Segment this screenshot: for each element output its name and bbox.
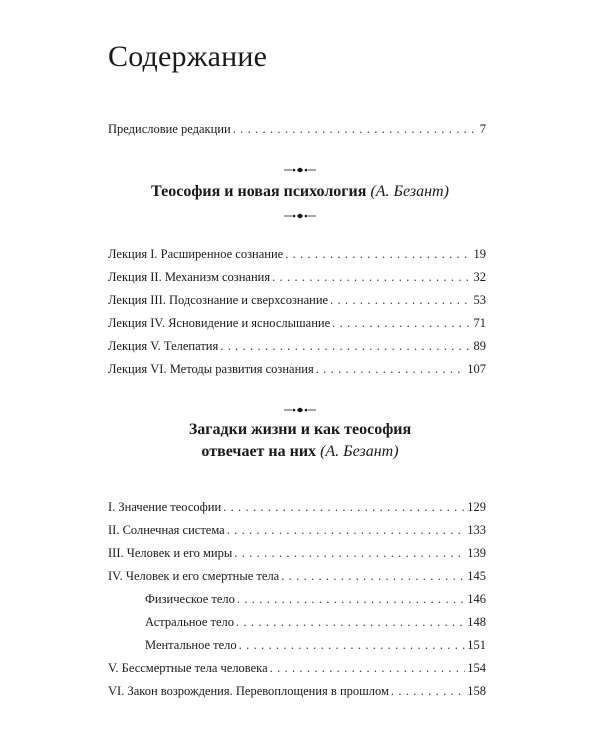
toc-entry[interactable]	[108, 292, 486, 308]
leader-dots	[220, 338, 471, 354]
toc-entry[interactable]	[108, 361, 486, 377]
leader-dots	[281, 568, 465, 584]
toc-entry-page: 158	[467, 684, 486, 698]
section-author: (А. Безант)	[370, 183, 449, 200]
toc-entry-page: 107	[467, 362, 486, 376]
section-heading	[0, 441, 600, 462]
toc-entry[interactable]	[108, 315, 486, 331]
toc-entry-preface[interactable]	[108, 121, 486, 137]
leader-dots	[316, 361, 466, 377]
section-heading	[0, 181, 600, 202]
toc-entry-label: Лекция I. Расширенное сознание	[108, 247, 284, 261]
toc-entry-page: 133	[467, 523, 486, 537]
leader-dots	[330, 292, 471, 308]
toc-entry-page: 146	[467, 592, 486, 606]
toc-entry-label: Ментальное тело	[145, 638, 237, 652]
toc-entry-sub[interactable]	[145, 591, 486, 607]
toc-entry[interactable]	[108, 683, 486, 699]
toc-entry[interactable]	[108, 660, 486, 676]
toc-entry-page: 53	[473, 293, 486, 307]
toc-entry-page: 19	[473, 247, 486, 261]
section-title: Теософия и новая психология	[151, 183, 367, 200]
toc-entry-label: Предисловие редакции	[108, 122, 231, 136]
toc-entry-label: Лекция II. Механизм сознания	[108, 270, 271, 284]
toc-entry[interactable]	[108, 522, 486, 538]
ornament-divider-icon	[0, 402, 600, 412]
toc-entry-label: I. Значение теософии	[108, 500, 222, 514]
toc-entry-page: 139	[467, 546, 486, 560]
toc-entry-page: 154	[467, 661, 486, 675]
section-title: Загадки жизни и как теософия	[188, 421, 412, 438]
toc-entry-label: Лекция V. Телепатия	[108, 339, 219, 353]
section-author: (А. Безант)	[320, 443, 399, 460]
leader-dots	[332, 315, 471, 331]
toc-entry-page: 71	[473, 316, 486, 330]
toc-entry-label: Лекция VI. Методы развития сознания	[108, 362, 314, 376]
toc-entry-label: Лекция III. Подсознание и сверхсознание	[108, 293, 329, 307]
toc-entry-label: Лекция IV. Ясновидение и яснослышание	[108, 316, 331, 330]
toc-entry-label: V. Бессмертные тела человека	[108, 661, 268, 675]
ornament-divider-icon	[0, 162, 600, 172]
toc-entry[interactable]	[108, 338, 486, 354]
toc-entry[interactable]	[108, 246, 486, 262]
leader-dots	[391, 683, 465, 699]
leader-dots	[237, 591, 465, 607]
toc-entry-page: 32	[473, 270, 486, 284]
toc-entry-label: IV. Человек и его смертные тела	[108, 569, 280, 583]
toc-entry[interactable]	[108, 269, 486, 285]
page-title: Содержание	[108, 40, 268, 73]
toc-entry[interactable]	[108, 499, 486, 515]
section-title: отвечает на них	[201, 443, 317, 460]
toc-entry[interactable]	[108, 568, 486, 584]
leader-dots	[270, 660, 466, 676]
toc-entry-label: III. Человек и его миры	[108, 546, 233, 560]
toc-entry-page: 148	[467, 615, 486, 629]
toc-entry[interactable]	[108, 545, 486, 561]
leader-dots	[223, 499, 465, 515]
section-heading	[0, 419, 600, 440]
leader-dots	[234, 545, 465, 561]
toc-entry-page: 129	[467, 500, 486, 514]
toc-entry-page: 7	[479, 122, 486, 136]
leader-dots	[227, 522, 466, 538]
leader-dots	[239, 637, 466, 653]
toc-entry-label: Физическое тело	[145, 592, 235, 606]
leader-dots	[285, 246, 471, 262]
leader-dots	[236, 614, 465, 630]
leader-dots	[272, 269, 471, 285]
ornament-divider-icon	[0, 208, 600, 218]
leader-dots	[233, 121, 478, 137]
toc-entry-page: 89	[473, 339, 486, 353]
toc-entry-label: VI. Закон возрождения. Перевоплощения в прошлом	[108, 684, 389, 698]
toc-entry-page: 145	[467, 569, 486, 583]
toc-entry-page: 151	[467, 638, 486, 652]
toc-entry-sub[interactable]	[145, 614, 486, 630]
toc-entry-label: II. Солнечная система	[108, 523, 225, 537]
toc-entry-label: Астральное тело	[145, 615, 234, 629]
toc-entry-sub[interactable]	[145, 637, 486, 653]
